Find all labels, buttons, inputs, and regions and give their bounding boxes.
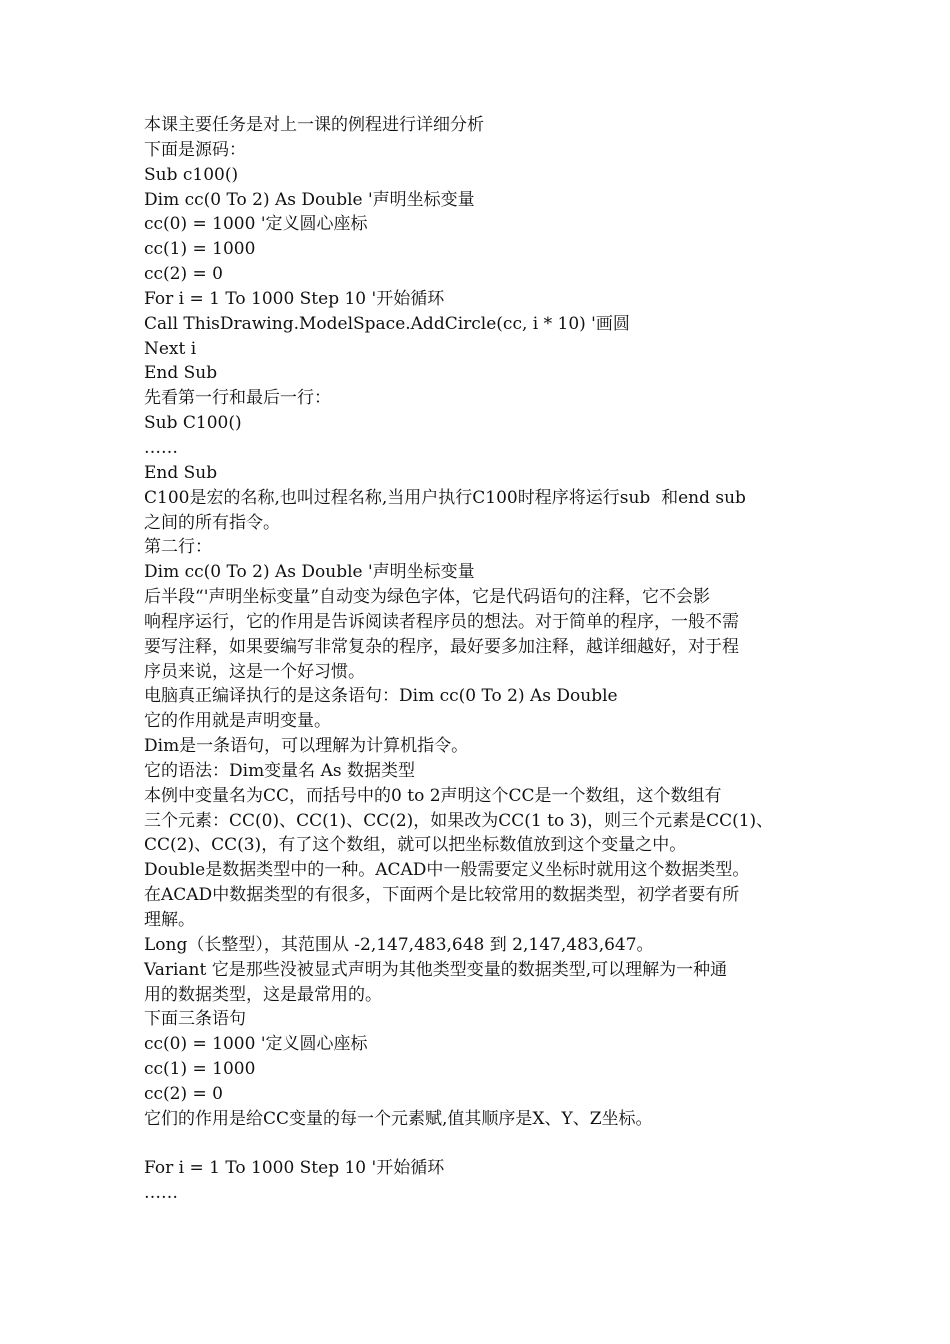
text-line: 下面三条语句 [144,1009,246,1030]
text-line: Long（长整型），其范围从 -2,147,483,648 到 2,147,483,647。 [144,934,654,955]
code-line: cc(0) = 1000 '定义圆心座标 [144,1034,368,1055]
text-line: 它的语法：Dim变量名 As 数据类型 [144,760,415,781]
text-line: 响程序运行，它的作用是告诉阅读者程序员的想法。对于简单的程序，一般不需 [144,611,739,632]
text-line: 后半段“'声明坐标变量”自动变为绿色字体，它是代码语句的注释，它不会影 [144,587,711,608]
code-line: cc(2) = 0 [144,264,223,285]
code-line: End Sub [144,363,218,384]
text-line: 序员来说，这是一个好习惯。 [144,661,365,682]
text-line: C100是宏的名称,也叫过程名称,当用户执行C100时程序将运行sub 和end sub [144,487,746,508]
text-line: 先看第一行和最后一行： [144,388,331,409]
code-line: For i = 1 To 1000 Step 10 '开始循环 [144,288,445,309]
text-line: 理解。 [144,910,195,930]
blank-line [144,1132,814,1157]
text-line: Dim是一条语句，可以理解为计算机指令。 [144,736,469,757]
code-line: cc(1) = 1000 [144,1059,256,1080]
text-line: 用的数据类型，这是最常用的。 [144,984,382,1005]
text-line: Variant 它是那些没被显式声明为其他类型变量的数据类型,可以理解为一种通 [144,959,728,980]
code-line: Dim cc(0 To 2) As Double '声明坐标变量 [144,562,475,583]
text-line: 三个元素：CC(0)、CC(1)、CC(2)，如果改为CC(1 to 3)，则三个元素是CC(1)、 [144,810,774,831]
text-line: 电脑真正编译执行的是这条语句：Dim cc(0 To 2) As Double [144,686,618,707]
code-line: Sub C100() [144,413,242,434]
code-line: cc(1) = 1000 [144,239,256,260]
text-line: 它的作用就是声明变量。 [144,711,331,732]
code-line: End Sub [144,462,218,483]
code-line: Sub c100() [144,164,239,185]
text-line: Double是数据类型中的一种。ACAD中一般需要定义坐标时就用这个数据类型。 [144,860,750,881]
text-line: 本例中变量名为CC，而括号中的0 to 2声明这个CC是一个数组，这个数组有 [144,785,722,806]
ellipsis-line: …… [144,1183,178,1204]
text-line: 第二行： [144,537,212,558]
text-line: 之间的所有指令。 [144,512,280,533]
code-line: cc(0) = 1000 '定义圆心座标 [144,214,368,235]
code-line: Dim cc(0 To 2) As Double '声明坐标变量 [144,189,475,210]
document-body [144,113,814,1206]
ellipsis-line: …… [144,437,178,458]
text-line-intro: 本课主要任务是对上一课的例程进行详细分析 [144,115,484,135]
text-line: 它们的作用是给CC变量的每一个元素赋,值其顺序是X、Y、Z坐标。 [144,1108,653,1129]
text-line: CC(2)、CC(3)，有了这个数组，就可以把坐标数值放到这个变量之中。 [144,835,687,856]
text-line: 要写注释，如果要编写非常复杂的程序，最好要多加注释，越详细越好，对于程 [144,636,739,657]
code-line: cc(2) = 0 [144,1083,223,1104]
text-line: 在ACAD中数据类型的有很多，下面两个是比较常用的数据类型，初学者要有所 [144,885,740,906]
code-line: Next i [144,338,197,359]
text-line-source-heading: 下面是源码： [144,139,246,160]
code-line: For i = 1 To 1000 Step 10 '开始循环 [144,1158,445,1179]
code-line: Call ThisDrawing.ModelSpace.AddCircle(cc, i * 10) '画圆 [144,313,630,334]
